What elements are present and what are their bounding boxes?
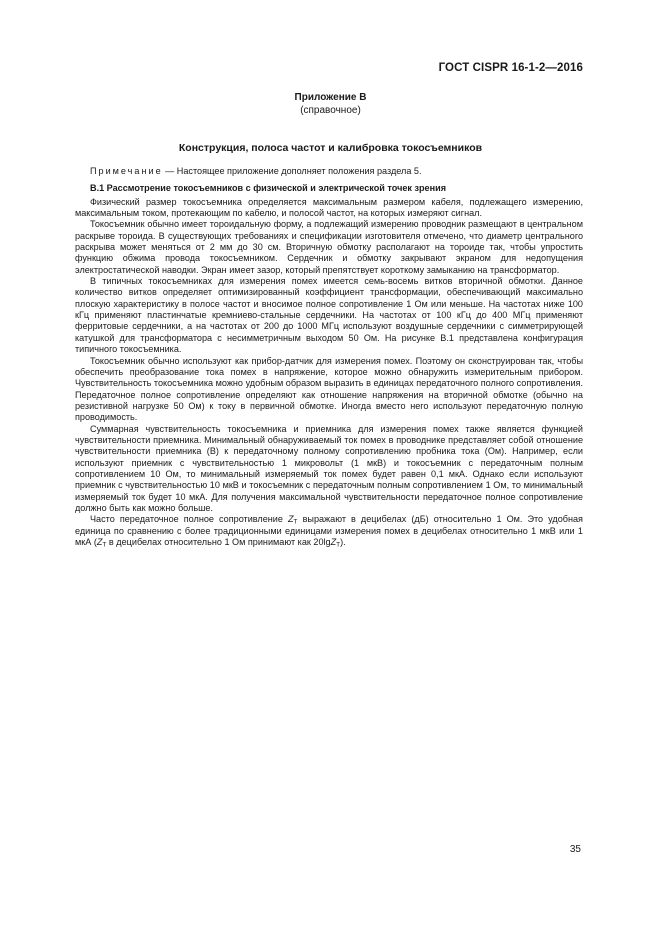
annex-title: Приложение В [294,92,367,103]
note-label: Примечание [90,166,163,176]
note [75,166,583,177]
annex-type: (справочное) [300,105,361,116]
paragraph: Токосъемник обычно имеет тороидальную форму, а подлежащий измерению проводник размещают в центральном раскрыве тороида. В существующих требованиях и спецификации изготовителя отмечено, что диаметр центрального раскрыва может меняться от 2 мм до 30 см. Вторичную обмотку располагают на тороиде так, чтобы упростить функцию обжима провода токосъемником. Сердечник и обмотку закрывают экраном для недопущения электростатической наводки. Экран имеет зазор, который препятствует короткому замыканию на трансформатор. [75,219,583,275]
note-dash: — [162,166,177,176]
paragraph: В типичных токосъемниках для измерения помех имеется семь-восемь витков вторичной обмотки. Данное количество витков определяет оптимизированный коэффициент трансформации, обеспечивающий максимально плоскую характеристику в полосе частот и вносимое полное сопротивление 1 Ом или меньше. На частотах ниже 100 кГц применяют пластинчатые кремниево-стальные сердечники. На частотах от 100 кГц до 400 МГц применяют ферритовые сердечники, а на частотах от 200 до 1000 МГц используют воздушные сердечники с симметрирующей катушкой для трансформатора с несимметричным выходом 50 Ом. На рисунке В.1 представлена конфигурация типичного токосъемника. [75,276,583,355]
paragraph: Суммарная чувствительность токосъемника и приемника для измерения помех также является функцией чувствительности приемника. Минимальный обнаруживаемый ток помех в проводнике представляет собой отношение чувствительности приемника (В) к передаточному полному сопротивлению пробника тока (Ом). Например, если используют приемник с чувствительностью 1 микровольт (1 мкВ) и токосъемник с передаточным полным сопротивлением 10 Ом, то минимальный измеряемый ток помех будет равен 0,1 мкА. Однако если используют приемник с чувствительностью 10 мкВ и токосъемник с передаточным полным сопротивлением 1 Ом, то минимальный измеряемый ток будет 10 мкА. Для получения максимальной чувствительности передаточное полное сопротивление должно быть как можно больше. [75,423,583,513]
impedance-symbol: Z [96,537,103,547]
impedance-subscript: T [293,518,298,526]
impedance-symbol: Z [287,514,294,525]
section-heading: В.1 Рассмотрение токосъемников с физической и электрической точек зрения [90,183,447,194]
impedance-symbol: Z [330,537,337,547]
standard-designation: ГОСТ CISPR 16-1-2—2016 [438,62,583,74]
paragraph: Физический размер токосъемника определяется максимальным размером кабеля, подлежащего измерению, максимальным током, протекающим по кабелю, и полосой частот, на которых измеряют сигнал. [75,196,583,219]
note-text: Настоящее приложение дополняет положения раздела 5. [176,166,422,176]
document-body [75,166,583,548]
page-title: Конструкция, полоса частот и калибровка токосъемников [178,142,483,154]
annex-heading [0,91,661,117]
paragraph: Токосъемник обычно используют как прибор-датчик для измерения помех. Поэтому он сконструирован так, чтобы обеспечить преобразование тока помех в напряжение, которое можно обнаружить измерительным прибором. Чувствительность токосъемника можно удобным образом выразить в единицах передаточного полного сопротивления. Передаточное полное сопротивление определяют как отношение напряжения на вторичной обмотке (обычно на резистивной нагрузке 50 Ом) к току в первичной обмотке. Иногда вместо него используют передаточную полную проводимость. [75,355,583,423]
page-number: 35 [569,844,581,855]
impedance-subscript: T [336,541,341,549]
impedance-subscript: T [102,541,107,549]
paragraph-transfer-impedance: Часто передаточное полное сопротивление $Z_T$ выражают в децибелах (дБ) относительно 1 Ом. Это удобная единица по сравнению с более традиционными единицами измерения помех в децибелах относительно 1 мкВ или 1 мкА ($Z_T$ в децибелах относительно 1 Ом принимают как 20lgZ$_T$). [75,514,583,549]
